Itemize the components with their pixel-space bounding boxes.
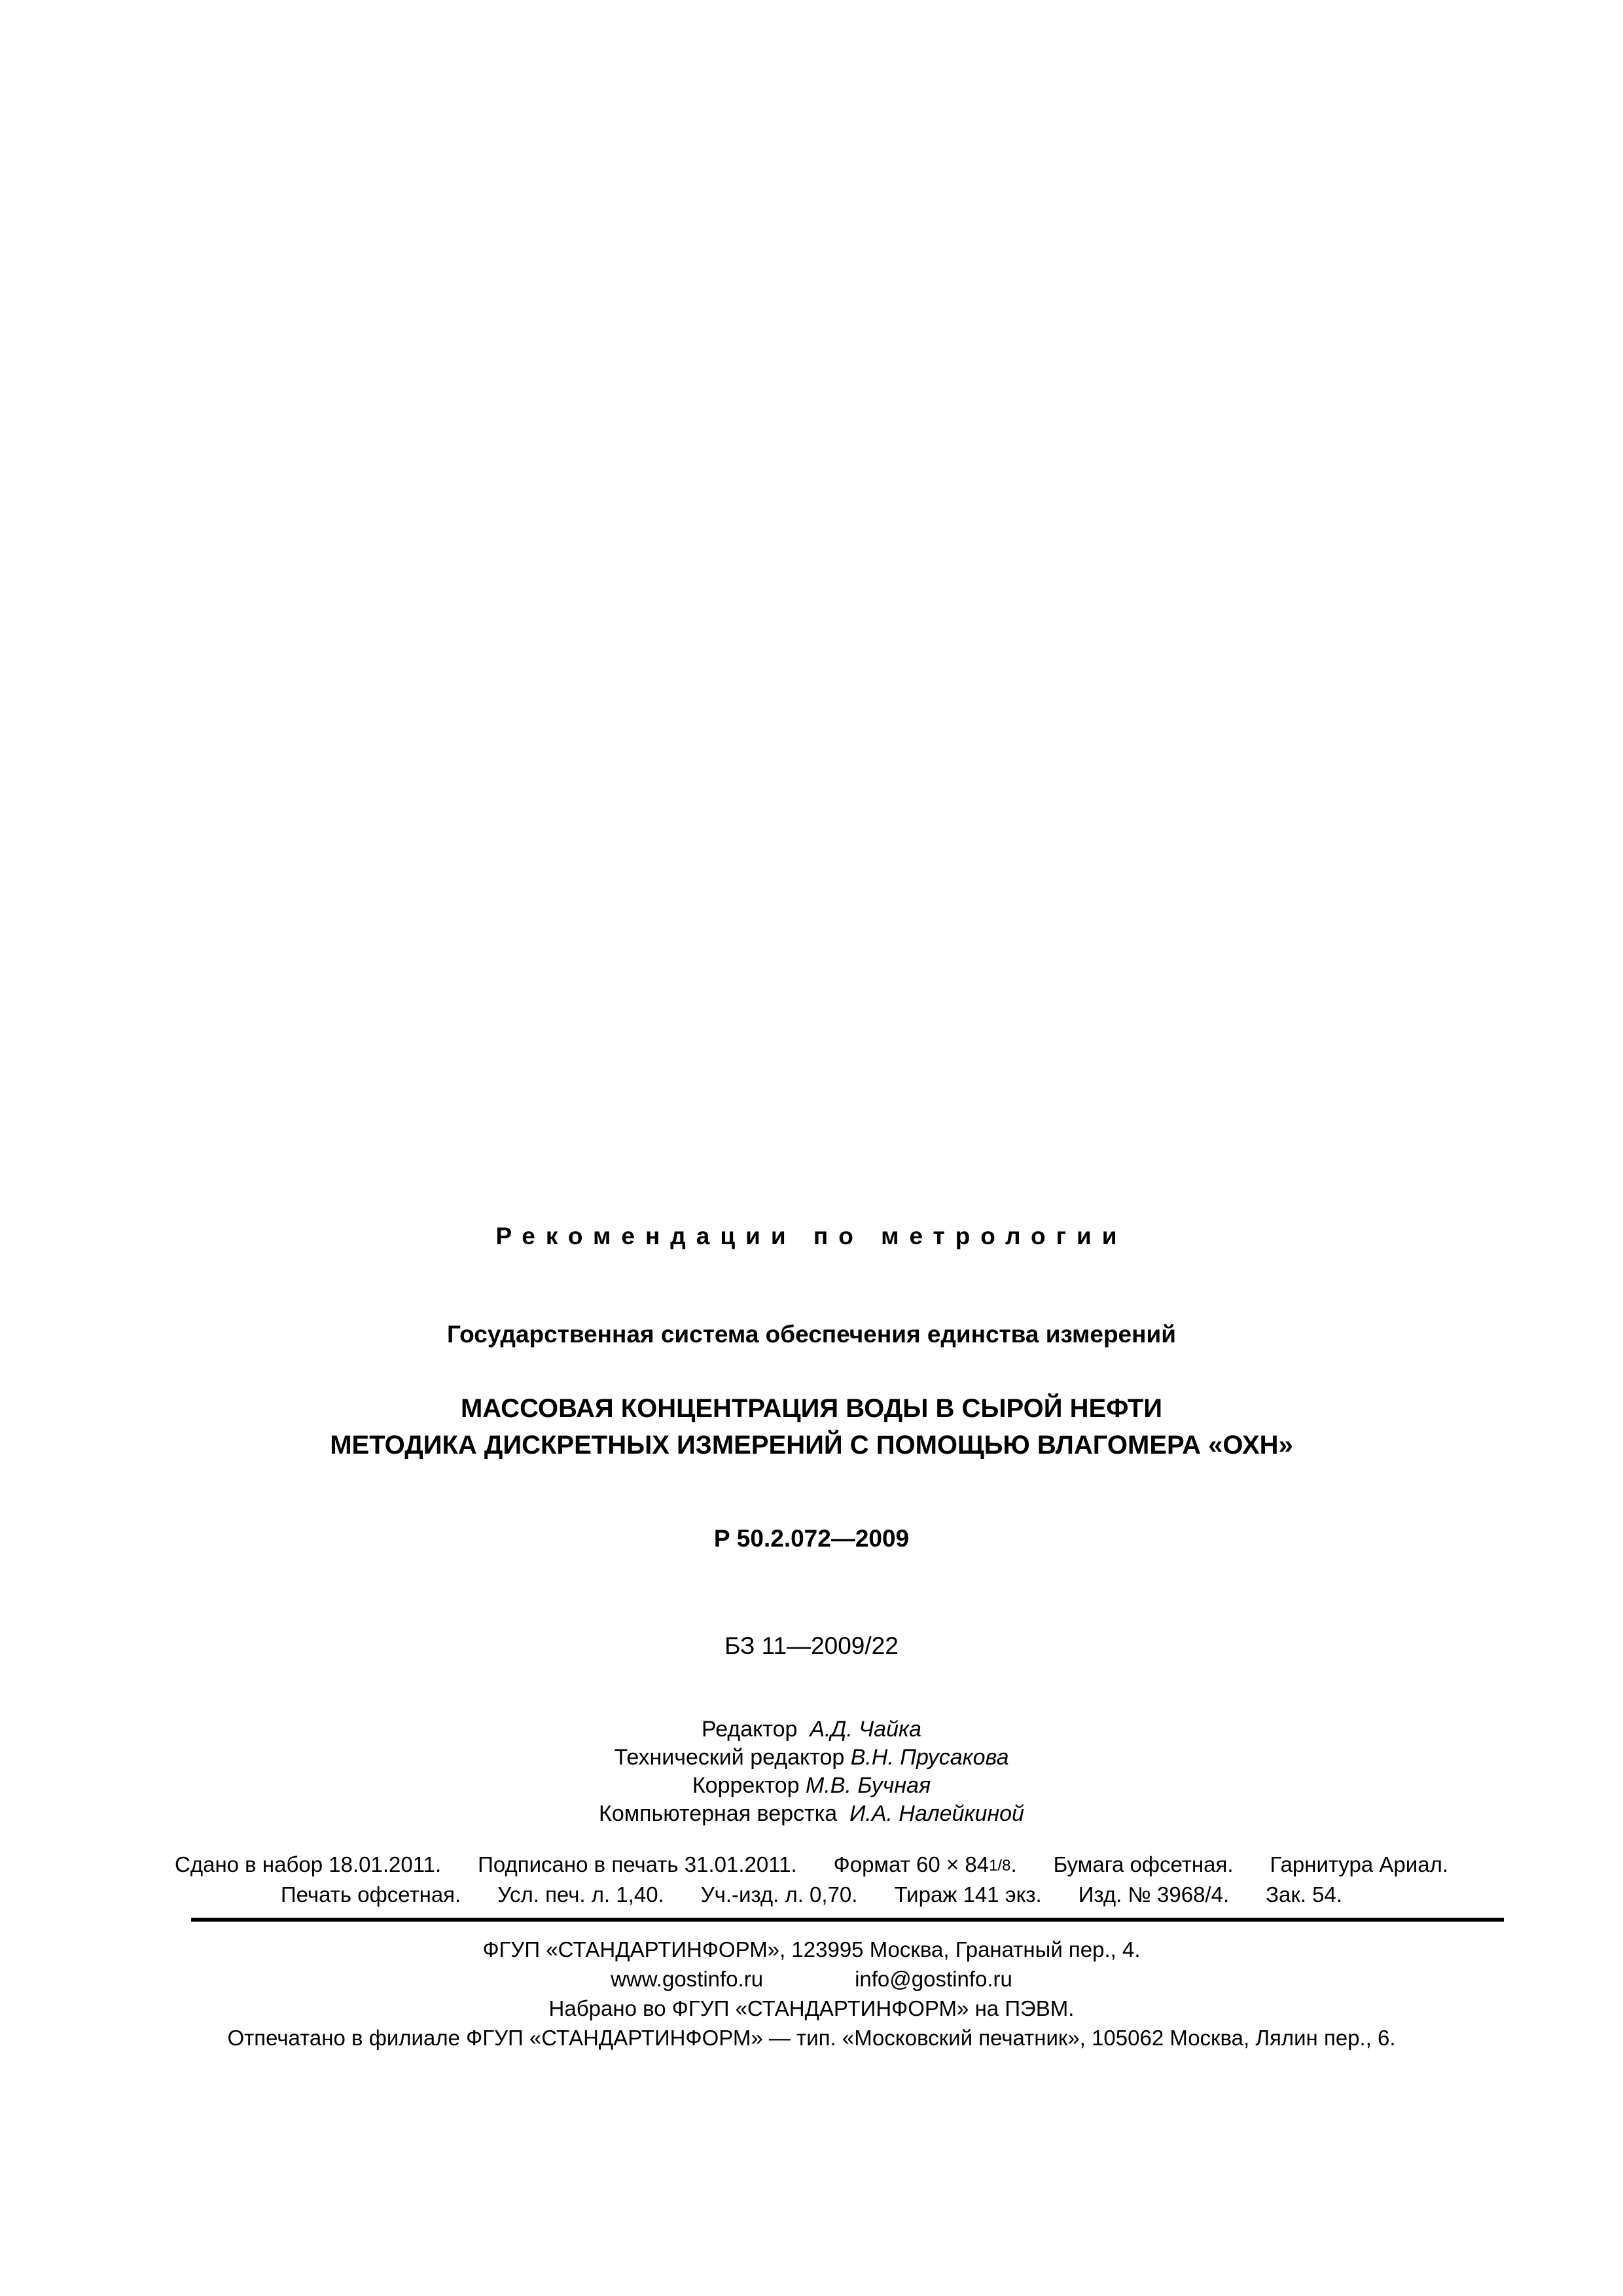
credit-person: М.В. Бучная bbox=[806, 1773, 931, 1798]
imprint-pub-sheets: Уч.-изд. л. 0,70. bbox=[700, 1882, 858, 1907]
credit-person: В.Н. Прусакова bbox=[850, 1745, 1009, 1770]
publisher-email: info@gostinfo.ru bbox=[855, 1967, 1012, 1991]
series-heading: Рекомендации по метрологии bbox=[495, 1223, 1128, 1249]
credit-role: Редактор bbox=[702, 1717, 798, 1742]
document-designation: Р 50.2.072—2009 bbox=[713, 1525, 910, 1552]
imprint-format bbox=[834, 1852, 1017, 1877]
credit-person: И.А. Налейкиной bbox=[849, 1801, 1024, 1826]
credit-role: Компьютерная верстка bbox=[599, 1801, 838, 1826]
imprint-circulation: Тираж 141 экз. bbox=[894, 1882, 1042, 1907]
horizontal-rule bbox=[191, 1918, 1504, 1922]
imprint-paper: Бумага офсетная. bbox=[1053, 1852, 1234, 1876]
imprint-signed: Подписано в печать 31.01.2011. bbox=[478, 1852, 797, 1876]
publisher-typeset: Набрано во ФГУП «СТАНДАРТИНФОРМ» на ПЭВМ. bbox=[548, 1996, 1075, 2020]
credit-role: Корректор bbox=[692, 1773, 800, 1798]
credit-proofreader bbox=[0, 1773, 1623, 1799]
publisher-contacts bbox=[0, 1967, 1623, 1992]
imprint-sheets: Усл. печ. л. 1,40. bbox=[497, 1882, 664, 1907]
publisher-website: www.gostinfo.ru bbox=[611, 1967, 764, 1991]
publisher-printed: Отпечатано в филиале ФГУП «СТАНДАРТИНФОРМ» — тип. «Московский печатник», 105062 Москва, Лялин пер., 6. bbox=[227, 2026, 1396, 2050]
credit-person: А.Д. Чайка bbox=[810, 1717, 921, 1742]
credit-role: Технический редактор bbox=[614, 1745, 845, 1770]
imprint-typeface: Гарнитура Ариал. bbox=[1270, 1852, 1448, 1876]
imprint-edition: Изд. № 3968/4. bbox=[1078, 1882, 1230, 1907]
imprint-format-suffix: . bbox=[1010, 1852, 1017, 1876]
imprint-format-fraction: 1/8 bbox=[989, 1857, 1011, 1875]
document-title-line-1: МАССОВАЯ КОНЦЕНТРАЦИЯ ВОДЫ В СЫРОЙ НЕФТИ bbox=[460, 1394, 1163, 1423]
imprint-submitted: Сдано в набор 18.01.2011. bbox=[175, 1852, 442, 1876]
credit-editor bbox=[0, 1717, 1623, 1742]
document-title-line-2: МЕТОДИКА ДИСКРЕТНЫХ ИЗМЕРЕНИЙ С ПОМОЩЬЮ ВЛАГОМЕРА «ОХН» bbox=[330, 1431, 1293, 1460]
system-heading: Государственная система обеспечения единства измерений bbox=[447, 1321, 1176, 1348]
imprint-line-2 bbox=[0, 1882, 1623, 1907]
imprint-order: Зак. 54. bbox=[1266, 1882, 1343, 1907]
imprint-line-1 bbox=[0, 1852, 1623, 1877]
publisher-address: ФГУП «СТАНДАРТИНФОРМ», 123995 Москва, Гранатный пер., 4. bbox=[482, 1937, 1141, 1962]
imprint-print: Печать офсетная. bbox=[280, 1882, 461, 1907]
credit-layout bbox=[0, 1801, 1623, 1827]
credit-technical-editor bbox=[0, 1745, 1623, 1770]
imprint-format-text: Формат 60 × 84 bbox=[833, 1852, 990, 1876]
bz-number: БЗ 11—2009/22 bbox=[724, 1632, 899, 1659]
